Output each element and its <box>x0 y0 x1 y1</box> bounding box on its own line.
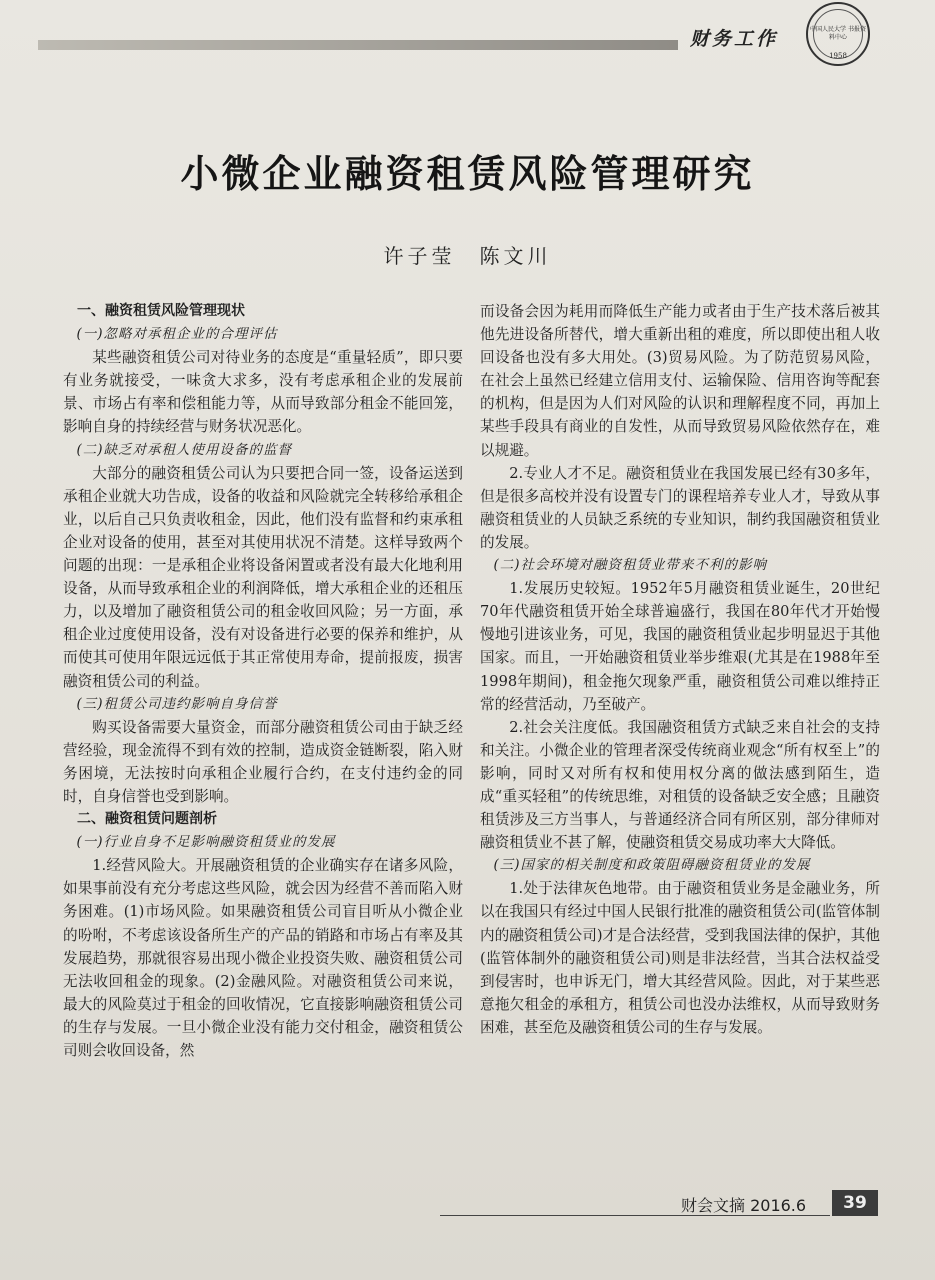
right-column <box>480 300 880 1039</box>
article-title: 小微企业融资租赁风险管理研究 <box>180 151 755 196</box>
subsection-heading: (三)租赁公司违约影响自身信誉 <box>76 695 278 712</box>
paragraph: 1.经营风险大。开展融资租赁的企业确实存在诸多风险，如果事前没有充分考虑这些风险，就会因为经营不善而陷入财务困难。(1)市场风险。如果融资租赁公司盲目听从小微企业的吩咐，不考虑该设备所生产的产品的销路和市场占有率及其发展趋势，那就很容易出现小微企业投资失败、融资租赁公司无法收回租金的现象。(2)金融风险。对融资租赁公司来说，最大的风险莫过于租金的回收情况，它直接影响融资租赁公司的生存与发展。一旦小微企业没有能力交付租金，融资租赁公司则会收回设备，然 <box>63 857 463 1059</box>
footer-journal: 财会文摘 2016.6 <box>681 1196 807 1215</box>
paragraph: 某些融资租赁公司对待业务的态度是“重量轻质”，即只要有业务就接受，一味贪大求多，没有考虑承租企业的发展前景、市场占有率和偿租能力等，从而导致部分租金不能回笼，影响自身的持续经营与财务状况恶化。 <box>63 349 463 436</box>
paragraph: 1.处于法律灰色地带。由于融资租赁业务是金融业务，所以在我国只有经过中国人民银行批准的融资租赁公司(监管体制内的融资租赁公司)才是合法经营，受到我国法律的保护，其他(监管体制外的融资租赁公司)则是非法经营，当其合法权益受到侵害时，也申诉无门，增大其经营风险。因此，对于某些恶意拖欠租金的承租方，租赁公司也没办法维权，从而导致财务困难，甚至危及融资租赁公司的生存与发展。 <box>480 880 880 1036</box>
paragraph: 大部分的融资租赁公司认为只要把合同一签，设备运送到承租企业就大功告成，设备的收益和风险就完全转移给承租企业，以后自己只负责收租金，因此，他们没有监督和约束承租企业对设备的使用，甚至对其使用状况不清楚。这样导致两个问题的出现：一是承租企业将设备闲置或者没有最大化地利用设备，从而导致承租企业的利润降低，增大承租企业的还租压力，以及增加了融资租赁公司的租金收回风险；另一方面，承租企业过度使用设备，没有对设备进行必要的保养和维护，从而使其可使用年限远远低于其正常使用寿命，提前报废，损害融资租赁公司的利益。 <box>63 464 463 690</box>
paragraph: 2.社会关注度低。我国融资租赁方式缺乏来自社会的支持和关注。小微企业的管理者深受传统商业观念“所有权至上”的影响，同时又对所有权和使用权分离的做法感到陌生，造成“重买轻租”的传统思维，对租赁的设备缺乏安全感；且融资租赁涉及三方当事人，与普通经济合同有所区别，部分律师对融资租赁业不甚了解，使融资租赁交易成功率大大降低。 <box>480 718 880 852</box>
paragraph: 购买设备需要大量资金，而部分融资租赁公司由于缺乏经营经验，现金流得不到有效的控制，造成资金链断裂，陷入财务困境，无法按时向承租企业履行合约，在支付违约金的同时，自身信誉也受到影响。 <box>63 718 463 805</box>
page-number: 39 <box>832 1190 878 1216</box>
paragraph: 1.发展历史较短。1952年5月融资租赁业诞生，20世纪70年代融资租赁开始全球普遍盛行，我国在80年代才开始慢慢地引进该业务，可见，我国的融资租赁业起步明显迟于其他国家。而且，一开始融资租赁业举步维艰(尤其是在1988年至1998年期间)，租金拖欠现象严重，融资租赁公司难以维持正常的经营活动，乃至破产。 <box>480 580 880 713</box>
left-column <box>63 300 463 1062</box>
subsection-heading: (一)行业自身不足影响融资租赁业的发展 <box>76 834 336 851</box>
subsection-heading: (三)国家的相关制度和政策阻碍融资租赁业的发展 <box>493 857 811 874</box>
subsection-heading: (一)忽略对承租企业的合理评估 <box>76 326 278 343</box>
section-heading: 二、融资租赁问题剖析 <box>77 811 217 828</box>
article-authors: 许子莹 陈文川 <box>383 244 552 268</box>
subsection-heading: (二)缺乏对承租人使用设备的监督 <box>76 441 293 458</box>
seal-year: 1958 <box>829 52 847 60</box>
footer-rule <box>440 1215 830 1216</box>
header-rule <box>38 40 678 50</box>
seal-org-text: 中国人民大学 书报资料中心 <box>810 26 866 41</box>
paragraph: 而设备会因为耗用而降低生产能力或者由于生产技术落后被其他先进设备所替代，增大重新出租的难度，所以即使出租人收回设备也没有多大用处。(3)贸易风险。为了防范贸易风险，在社会上虽然已经建立信用支付、运输保险、信用咨询等配套的机构，但是因为人们对风险的认识和理解程度不同，再加上某些手段具有商业的自发性，从而导致贸易风险依然存在，难以规避。 <box>480 303 880 459</box>
seal-logo-icon <box>806 2 870 66</box>
section-label: 财务工作 <box>690 28 779 50</box>
subsection-heading: (二)社会环境对融资租赁业带来不利的影响 <box>493 557 768 574</box>
paragraph: 2.专业人才不足。融资租赁业在我国发展已经有30多年，但是很多高校并没有设置专门的课程培养专业人才，导致从事融资租赁业的人员缺乏系统的专业知识，制约我国融资租赁业的发展。 <box>480 464 880 551</box>
section-heading: 一、融资租赁风险管理现状 <box>77 303 245 319</box>
